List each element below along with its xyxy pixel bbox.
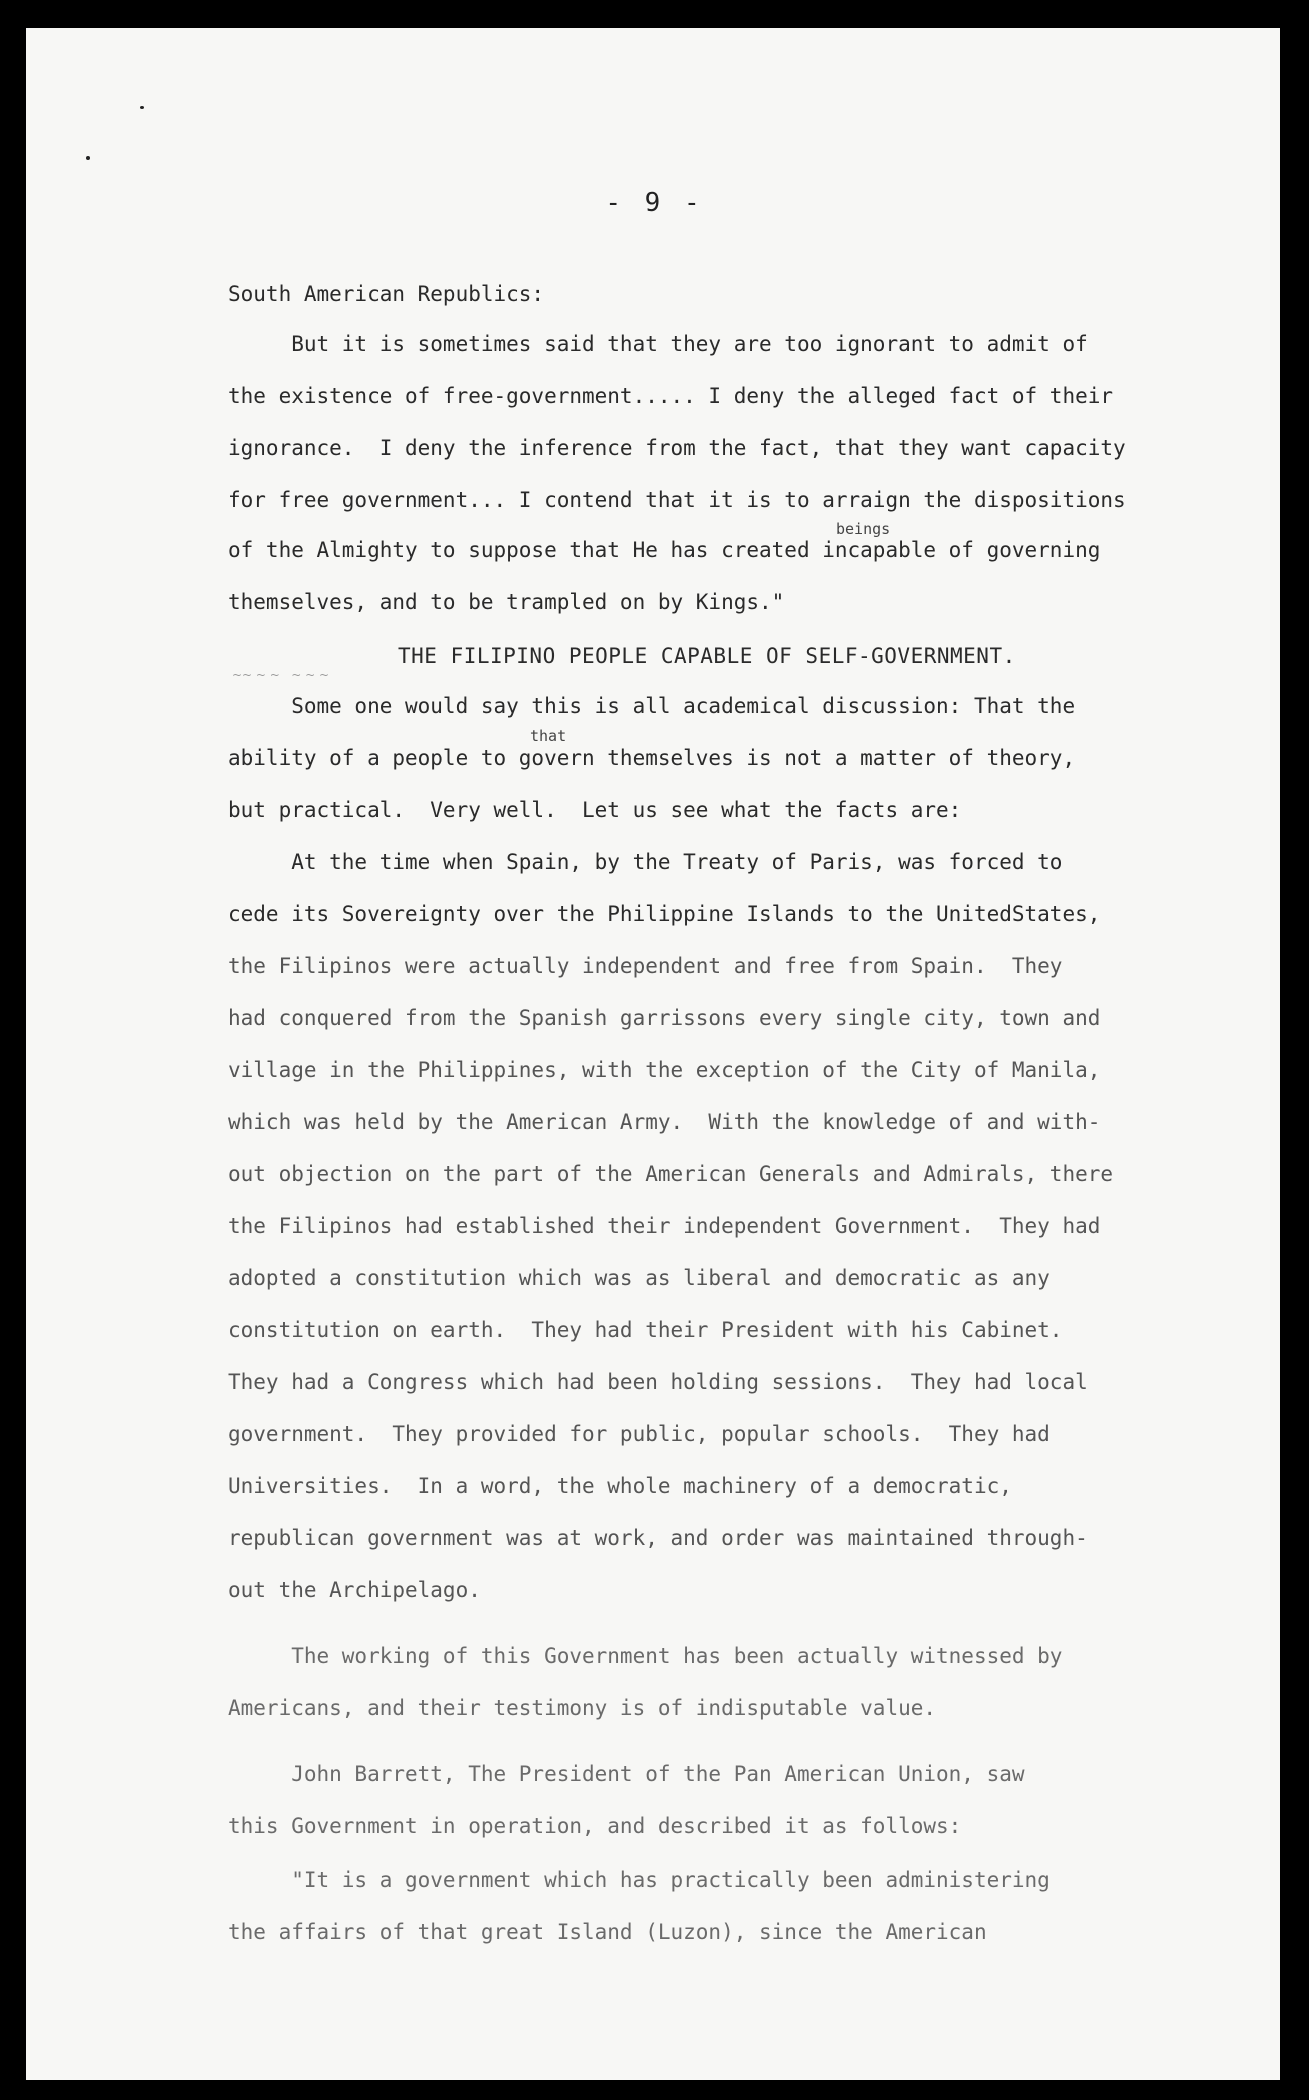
interline-correction: that bbox=[530, 727, 567, 745]
handwritten-scribble: ~~ ~ ~ ~ ~ ~ bbox=[232, 668, 330, 682]
text-line: of the Almighty to suppose that He has created incapable of governing bbox=[228, 538, 1101, 562]
text-line: South American Republics: bbox=[228, 282, 545, 306]
text-line: ignorance. I deny the inference from the fact, that they want capacity bbox=[228, 436, 1126, 460]
text-line: the Filipinos had established their independent Government. They had bbox=[228, 1214, 1101, 1238]
interline-correction: beings bbox=[836, 520, 891, 538]
text-line: But it is sometimes said that they are too ignorant to admit of bbox=[228, 332, 1088, 356]
text-line: government. They provided for public, popular schools. They had bbox=[228, 1422, 1050, 1446]
text-line: John Barrett, The President of the Pan American Union, saw bbox=[228, 1762, 1025, 1786]
text-line: village in the Philippines, with the exception of the City of Manila, bbox=[228, 1058, 1101, 1082]
text-line: The working of this Government has been actually witnessed by bbox=[228, 1644, 1063, 1668]
text-line: ability of a people to govern themselves is not a matter of theory, bbox=[228, 746, 1076, 770]
text-line: themselves, and to be trampled on by Kings." bbox=[228, 590, 785, 614]
text-line: but practical. Very well. Let us see what the facts are: bbox=[228, 798, 962, 822]
text-line: this Government in operation, and described it as follows: bbox=[228, 1814, 962, 1838]
text-line: out objection on the part of the American Generals and Admirals, there bbox=[228, 1162, 1114, 1186]
text-line: "It is a government which has practically been administering bbox=[228, 1868, 1050, 1892]
ink-speck bbox=[140, 106, 144, 109]
text-line: At the time when Spain, by the Treaty of Paris, was forced to bbox=[228, 850, 1063, 874]
text-line: cede its Sovereignty over the Philippine Islands to the UnitedStates, bbox=[228, 902, 1101, 926]
text-line: Americans, and their testimony is of indisputable value. bbox=[228, 1696, 937, 1720]
text-line: Universities. In a word, the whole machinery of a democratic, bbox=[228, 1474, 1012, 1498]
text-line: republican government was at work, and order was maintained through- bbox=[228, 1526, 1088, 1550]
text-line: the affairs of that great Island (Luzon), since the American bbox=[228, 1920, 987, 1944]
ink-speck bbox=[86, 156, 90, 160]
text-line: which was held by the American Army. With the knowledge of and with- bbox=[228, 1110, 1101, 1134]
section-heading: THE FILIPINO PEOPLE CAPABLE OF SELF-GOVERNMENT. bbox=[398, 644, 1016, 668]
text-line: out the Archipelago. bbox=[228, 1578, 481, 1602]
text-line: They had a Congress which had been holding sessions. They had local bbox=[228, 1370, 1088, 1394]
text-line: constitution on earth. They had their President with his Cabinet. bbox=[228, 1318, 1063, 1342]
text-line: had conquered from the Spanish garrissons every single city, town and bbox=[228, 1006, 1101, 1030]
text-line: Some one would say this is all academical discussion: That the bbox=[228, 694, 1076, 718]
page-number: - 9 - bbox=[605, 188, 704, 218]
text-line: the existence of free-government..... I deny the alleged fact of their bbox=[228, 384, 1114, 408]
text-line: the Filipinos were actually independent and free from Spain. They bbox=[228, 954, 1063, 978]
text-line: adopted a constitution which was as liberal and democratic as any bbox=[228, 1266, 1050, 1290]
text-line: for free government... I contend that it is to arraign the dispositions bbox=[228, 488, 1126, 512]
